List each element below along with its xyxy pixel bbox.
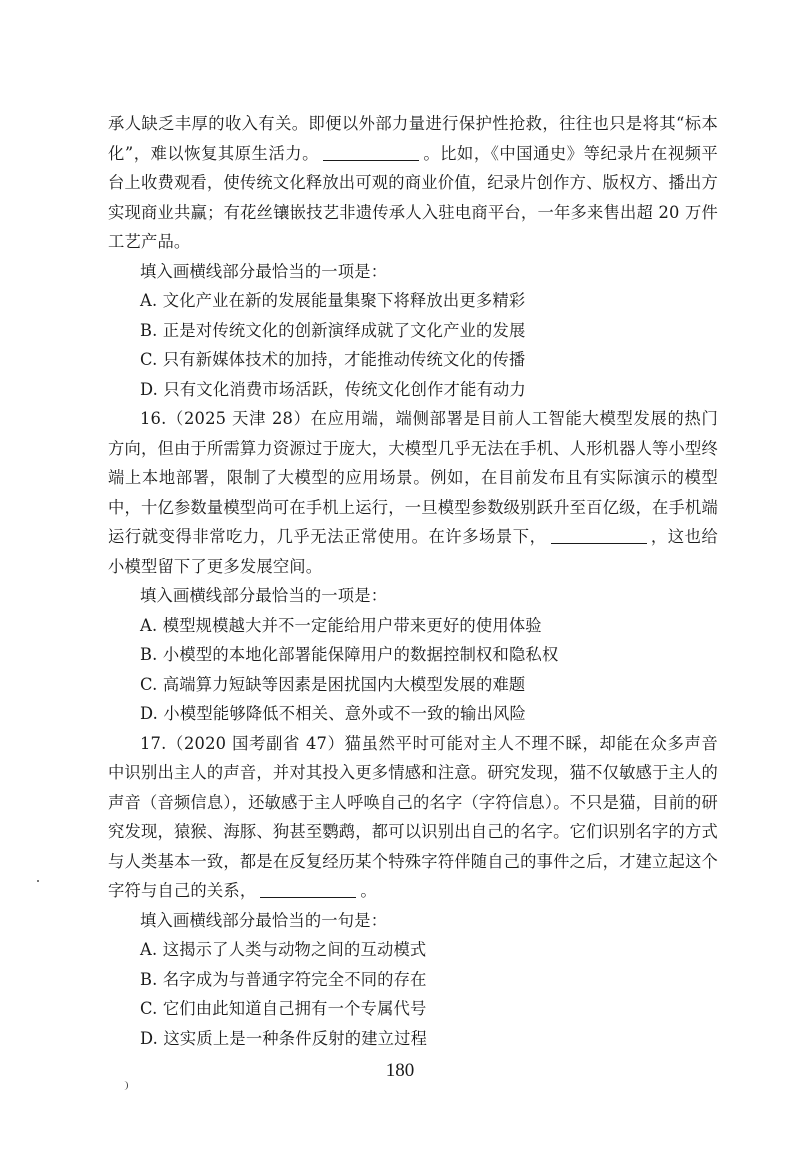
- document-page: [108, 109, 718, 1053]
- option-d: D. 只有文化消费市场活跃，传统文化创作才能有动力: [140, 379, 527, 399]
- answer-blank: [260, 881, 356, 898]
- question-prompt: 填入画横线部分最恰当的一句是：: [140, 910, 388, 930]
- scan-artifact-dot: [37, 880, 39, 882]
- option-c: C. 高端算力短缺等因素是困扰国内大模型发展的难题: [140, 674, 526, 694]
- question-16-passage: [108, 404, 718, 581]
- passage-text: 。: [360, 881, 377, 900]
- question-prompt: 填入画横线部分最恰当的一项是：: [140, 586, 388, 605]
- answer-blank: [323, 144, 419, 161]
- page-number: 180: [385, 1060, 415, 1081]
- option-a: A. 文化产业在新的发展能量集聚下将释放出更多精彩: [140, 291, 526, 310]
- passage-continuation: [108, 109, 718, 257]
- question-17-passage: [108, 729, 718, 906]
- option-c: C. 只有新媒体技术的加持，才能推动传统文化的传播: [140, 350, 526, 369]
- passage-text: 16.（2025 天津 28）在应用端，端侧部署是目前人工智能大模型发展的热门方向，但由于所需算力资源过于庞大，大模型几乎无法在手机、人形机器人等小型终端上本地部署，限制了大模型的应用场景。例如，在目前发布且有实际演示的模型中，十亿参数量模型尚可在手机上运行，一旦模型参数级别跃升至百亿级，在手机端运行就变得非常吃力，几乎无法正常使用。在许多场景下，: [108, 409, 718, 546]
- option-b: B. 名字成为与普通字符完全不同的存在: [140, 969, 427, 989]
- passage-text: 承人缺乏丰厚的收入有关。即便以外部力量进行保护性抢救，往往也只是将其“标本化”，难以恢复其原生活力。: [108, 114, 718, 163]
- option-c: C. 它们由此知道自己拥有一个专属代号: [140, 999, 427, 1018]
- option-b: B. 小模型的本地化部署能保障用户的数据控制权和隐私权: [140, 645, 559, 664]
- option-a: A. 这揭示了人类与动物之间的互动模式: [140, 940, 427, 959]
- question-prompt: 填入画横线部分最恰当的一项是：: [140, 261, 388, 281]
- answer-blank: [551, 527, 647, 544]
- option-d: D. 这实质上是一种条件反射的建立过程: [140, 1028, 428, 1048]
- option-a: A. 模型规模越大并不一定能给用户带来更好的使用体验: [140, 615, 542, 635]
- passage-text: 。比如，《中国通史》等纪录片在视频平台上收费观看，使传统文化释放出可观的商业价值，纪录片创作方、版权方、播出方实现商业共赢；有花丝镶嵌技艺非遗传承人入驻电商平台，一年多来售出超 20 万件工艺产品。: [108, 143, 718, 251]
- passage-text: ，这也给小模型留下了更多发展空间。: [108, 527, 718, 576]
- option-d: D. 小模型能够降低不相关、意外或不一致的输出风险: [140, 704, 527, 723]
- scan-artifact-mark: [124, 1081, 128, 1090]
- passage-text: 17.（2020 国考副省 47）猫虽然平时可能对主人不理不睬，却能在众多声音中识别出主人的声音，并对其投入更多情感和注意。研究发现，猫不仅敏感于主人的声音（音频信息），还敏感于主人呼唤自己的名字（字符信息）。不只是猫，目前的研究发现，猿猴、海豚、狗甚至鹦鹉，都可以识别出自己的名字。它们识别名字的方式与人类基本一致，都是在反复经历某个特殊字符伴随自己的事件之后，才建立起这个字符与自己的关系，: [108, 733, 719, 900]
- option-b: B. 正是对传统文化的创新演绎成就了文化产业的发展: [140, 320, 526, 340]
